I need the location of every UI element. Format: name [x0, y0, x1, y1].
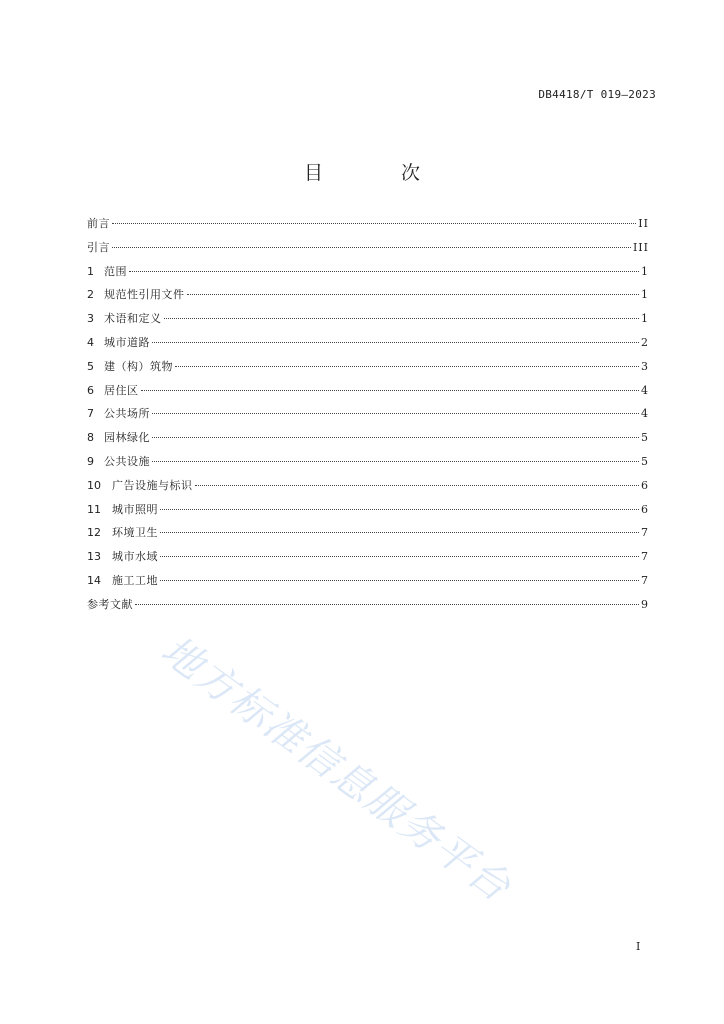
- toc-leader-dots: [135, 604, 639, 605]
- toc-entry-14[interactable]: [87, 574, 649, 598]
- toc-entry-page: 7: [641, 550, 649, 564]
- toc-entry-page: 6: [641, 502, 649, 516]
- toc-entry-label: 环境卫生: [112, 526, 158, 540]
- toc-entry-references[interactable]: [87, 598, 649, 622]
- toc-entry-number: 2: [87, 288, 94, 302]
- toc-entry-page: 1: [641, 288, 649, 302]
- toc-entry-label: 参考文献: [87, 597, 133, 611]
- toc-entry-label: 规范性引用文件: [104, 288, 185, 302]
- toc-entry-1[interactable]: [87, 265, 649, 289]
- toc-entry-foreword[interactable]: [87, 217, 649, 241]
- toc-leader-dots: [141, 390, 640, 391]
- table-of-contents: [87, 217, 649, 622]
- toc-entry-7[interactable]: [87, 407, 649, 431]
- toc-leader-dots: [152, 461, 639, 462]
- toc-leader-dots: [187, 294, 640, 295]
- toc-entry-label: 前言: [87, 217, 110, 230]
- toc-entry-label: 施工工地: [112, 573, 158, 587]
- toc-entry-page: 4: [641, 407, 649, 421]
- toc-entry-label: 术语和定义: [104, 312, 162, 326]
- toc-entry-2[interactable]: [87, 288, 649, 312]
- toc-entry-number: 14: [87, 573, 101, 587]
- toc-entry-label: 建（构）筑物: [104, 359, 173, 373]
- toc-leader-dots: [152, 413, 639, 414]
- toc-entry-page: 9: [641, 597, 649, 611]
- toc-entry-5[interactable]: [87, 360, 649, 384]
- toc-entry-10[interactable]: [87, 479, 649, 503]
- toc-entry-page: 4: [641, 383, 649, 397]
- toc-entry-introduction[interactable]: [87, 241, 649, 265]
- toc-entry-number: 9: [87, 454, 94, 468]
- toc-entry-9[interactable]: [87, 455, 649, 479]
- toc-leader-dots: [164, 318, 640, 319]
- toc-entry-label: 城市道路: [104, 335, 150, 349]
- toc-entry-page: III: [632, 240, 649, 254]
- toc-entry-page: 6: [641, 478, 649, 492]
- toc-entry-page: 5: [641, 454, 649, 468]
- page-number: I: [636, 940, 641, 953]
- toc-entry-page: II: [638, 217, 649, 230]
- toc-entry-number: 6: [87, 383, 94, 397]
- toc-entry-number: 10: [87, 478, 101, 492]
- toc-entry-number: 4: [87, 335, 94, 349]
- toc-entry-page: 1: [641, 264, 649, 278]
- toc-entry-number: 11: [87, 502, 101, 516]
- toc-entry-label: 公共场所: [104, 407, 150, 421]
- toc-leader-dots: [152, 437, 639, 438]
- toc-entry-number: 1: [87, 264, 94, 278]
- toc-leader-dots: [160, 532, 639, 533]
- toc-entry-page: 3: [641, 359, 649, 373]
- toc-entry-8[interactable]: [87, 431, 649, 455]
- toc-leader-dots: [129, 271, 639, 272]
- toc-leader-dots: [160, 580, 639, 581]
- toc-title: 目 次: [303, 162, 457, 184]
- toc-entry-label: 广告设施与标识: [112, 478, 193, 492]
- toc-entry-number: 12: [87, 526, 101, 540]
- toc-entry-page: 2: [641, 335, 649, 349]
- toc-leader-dots: [112, 247, 631, 248]
- toc-entry-number: 3: [87, 312, 94, 326]
- toc-entry-number: 13: [87, 550, 101, 564]
- document-code: DB4418/T 019—2023: [538, 88, 656, 101]
- toc-entry-label: 居住区: [104, 383, 139, 397]
- toc-entry-number: 5: [87, 359, 94, 373]
- toc-entry-page: 5: [641, 431, 649, 445]
- toc-entry-label: 公共设施: [104, 454, 150, 468]
- toc-entry-4[interactable]: [87, 336, 649, 360]
- toc-entry-13[interactable]: [87, 550, 649, 574]
- toc-leader-dots: [152, 342, 639, 343]
- toc-entry-page: 7: [641, 573, 649, 587]
- toc-leader-dots: [160, 556, 639, 557]
- toc-leader-dots: [112, 223, 636, 224]
- toc-entry-number: 8: [87, 431, 94, 445]
- toc-entry-label: 城市照明: [112, 502, 158, 516]
- toc-entry-number: 7: [87, 407, 94, 421]
- watermark: 地方标准信息服务平台: [152, 627, 520, 912]
- toc-entry-11[interactable]: [87, 503, 649, 527]
- toc-entry-3[interactable]: [87, 312, 649, 336]
- toc-entry-label: 园林绿化: [104, 431, 150, 445]
- toc-entry-label: 城市水域: [112, 550, 158, 564]
- toc-entry-12[interactable]: [87, 526, 649, 550]
- toc-entry-label: 范围: [104, 264, 127, 278]
- toc-leader-dots: [175, 366, 639, 367]
- toc-entry-page: 7: [641, 526, 649, 540]
- toc-entry-6[interactable]: [87, 384, 649, 408]
- toc-leader-dots: [195, 485, 640, 486]
- toc-entry-page: 1: [641, 312, 649, 326]
- toc-entry-label: 引言: [87, 240, 110, 254]
- toc-leader-dots: [160, 509, 639, 510]
